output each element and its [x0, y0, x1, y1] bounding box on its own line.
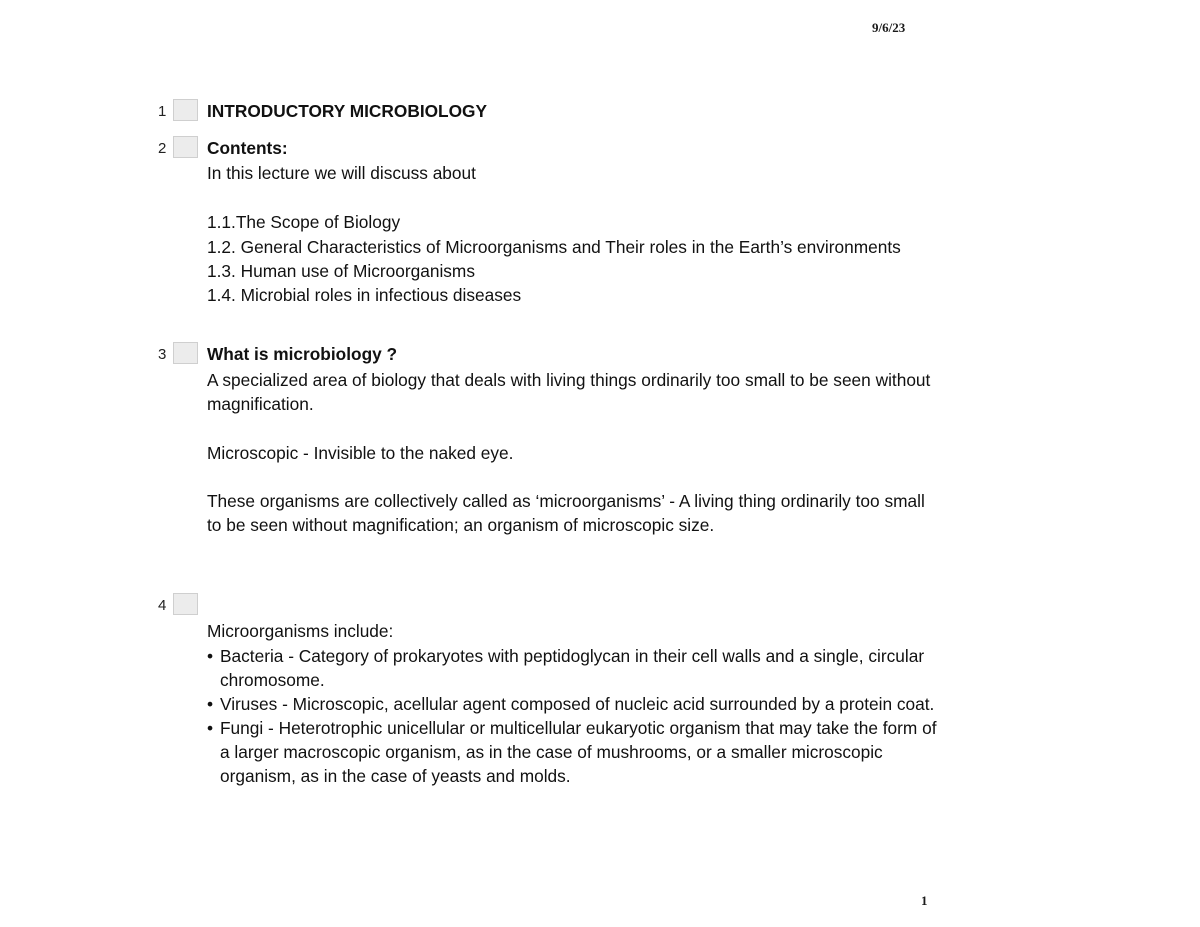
contents-item: 1.4. Microbial roles in infectious diseases: [207, 285, 522, 305]
slide-marker-4[interactable]: [158, 593, 204, 617]
slide-title: Contents:: [207, 138, 288, 158]
slide-intro-text: In this lecture we will discuss about: [207, 163, 476, 183]
paragraph-line: Microscopic - Invisible to the naked eye.: [207, 443, 514, 463]
contents-item: 1.1.The Scope of Biology: [207, 212, 401, 232]
paragraph-line: magnification.: [207, 394, 314, 414]
slide-number: 1: [158, 103, 167, 120]
contents-item: 1.3. Human use of Microorganisms: [207, 261, 475, 281]
bullet-marker: •: [207, 718, 214, 738]
slide-marker-3[interactable]: [158, 342, 204, 366]
slide-thumbnail-box[interactable]: [173, 136, 198, 158]
slide-number: 3: [158, 346, 167, 363]
paragraph-line: A specialized area of biology that deals with living things ordinarily too small to be seen without: [207, 370, 931, 390]
date-header: 9/6/23: [872, 20, 906, 35]
slide-number: 2: [158, 140, 167, 157]
slide-title: INTRODUCTORY MICROBIOLOGY: [207, 101, 488, 121]
bullet-line: organism, as in the case of yeasts and molds.: [220, 766, 571, 786]
bullet-line: Bacteria - Category of prokaryotes with peptidoglycan in their cell walls and a single, circular: [220, 646, 925, 666]
slide-thumbnail-box[interactable]: [173, 99, 198, 121]
bullet-marker: •: [207, 694, 214, 714]
bullet-marker: •: [207, 646, 214, 666]
bullet-line: chromosome.: [220, 670, 325, 690]
page-number: 1: [921, 893, 928, 908]
slide-intro-text: Microorganisms include:: [207, 621, 394, 641]
slide-marker-2[interactable]: [158, 136, 204, 160]
paragraph-line: to be seen without magnification; an organism of microscopic size.: [207, 515, 715, 535]
paragraph-line: These organisms are collectively called as ‘microorganisms’ - A living thing ordinarily too small: [207, 491, 925, 511]
contents-item: 1.2. General Characteristics of Microorganisms and Their roles in the Earth’s environments: [207, 237, 901, 257]
slide-marker-1[interactable]: [158, 99, 204, 123]
slide-number: 4: [158, 597, 167, 614]
bullet-line: Fungi - Heterotrophic unicellular or multicellular eukaryotic organism that may take the form of: [220, 718, 937, 738]
bullet-line: a larger macroscopic organism, as in the case of mushrooms, or a smaller microscopic: [220, 742, 883, 762]
bullet-line: Viruses - Microscopic, acellular agent composed of nucleic acid surrounded by a protein coat.: [220, 694, 935, 714]
slide-title: What is microbiology ?: [207, 344, 398, 364]
slide-thumbnail-box[interactable]: [173, 593, 198, 615]
slide-thumbnail-box[interactable]: [173, 342, 198, 364]
